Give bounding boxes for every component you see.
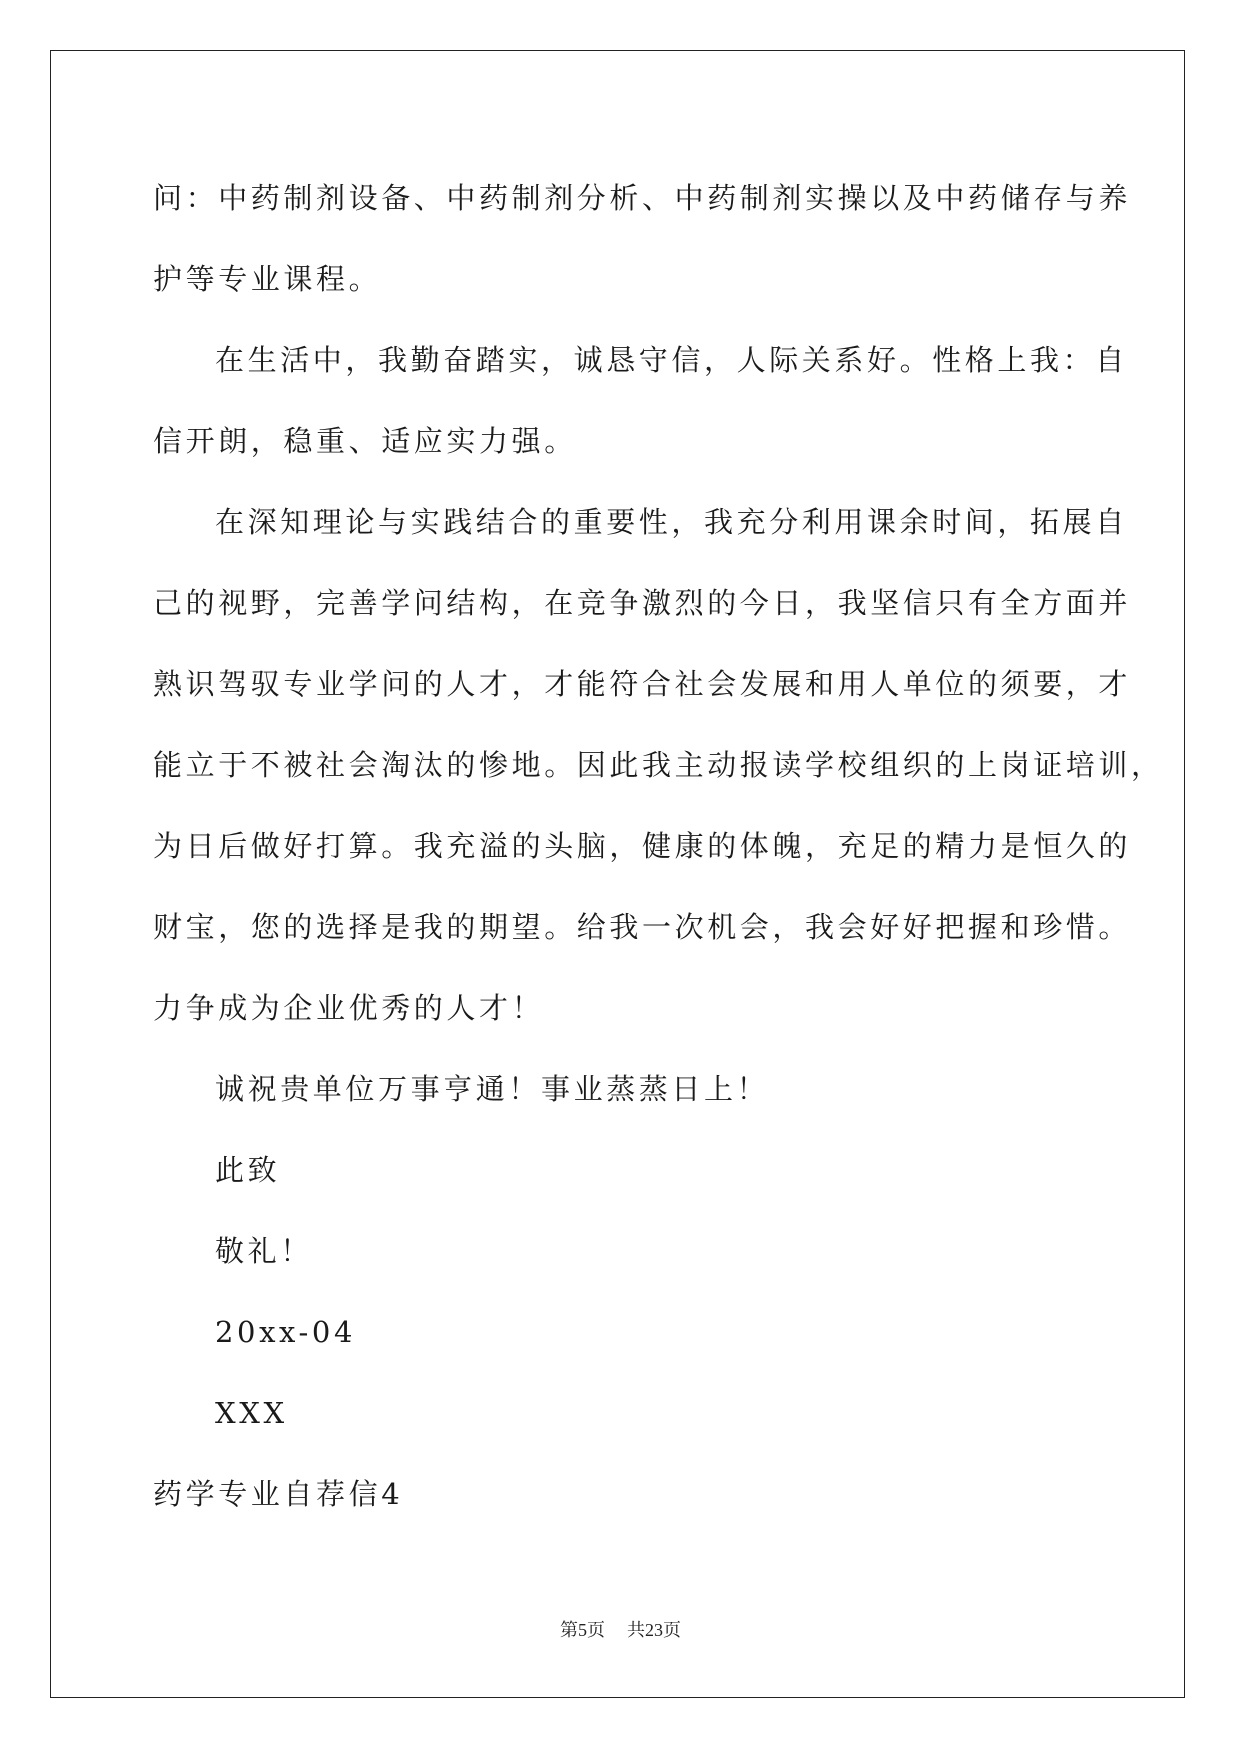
page-footer xyxy=(0,1616,1241,1642)
text-line: 能立于不被社会淘汰的惨地。因此我主动报读学校组织的上岗证培训， xyxy=(153,748,1164,782)
paragraph-start: 在深知理论与实践结合的重要性，我充分利用课余时间，拓展自 xyxy=(215,505,1128,539)
salutation-line: 此致 xyxy=(215,1153,281,1187)
page-total: 共23页 xyxy=(627,1620,681,1640)
text-line: 财宝，您的选择是我的期望。给我一次机会，我会好好把握和珍惜。 xyxy=(153,910,1132,944)
text-line: 信开朗，稳重、适应实力强。 xyxy=(153,424,577,458)
closing-wish: 诚祝贵单位万事亨通！事业蒸蒸日上！ xyxy=(215,1072,770,1106)
section-heading: 药学专业自荐信4 xyxy=(153,1477,404,1511)
salutation-line: 敬礼！ xyxy=(215,1234,313,1268)
letter-body xyxy=(153,158,1164,1535)
text-line: 为日后做好打算。我充溢的头脑，健康的体魄，充足的精力是恒久的 xyxy=(153,829,1132,863)
paragraph-start: 在生活中，我勤奋踏实，诚恳守信，人际关系好。性格上我：自 xyxy=(215,343,1128,377)
page-number: 第5页 xyxy=(560,1620,605,1640)
date-line: 20xx-04 xyxy=(215,1315,357,1349)
text-line: 问：中药制剂设备、中药制剂分析、中药制剂实操以及中药储存与养 xyxy=(153,181,1132,215)
text-line: 护等专业课程。 xyxy=(153,262,382,296)
text-line: 力争成为企业优秀的人才！ xyxy=(153,991,545,1025)
text-line: 己的视野，完善学问结构，在竞争激烈的今日，我坚信只有全方面并 xyxy=(153,586,1132,620)
text-line: 熟识驾驭专业学问的人才，才能符合社会发展和用人单位的须要，才 xyxy=(153,667,1132,701)
signature-line: XXX xyxy=(215,1396,288,1430)
